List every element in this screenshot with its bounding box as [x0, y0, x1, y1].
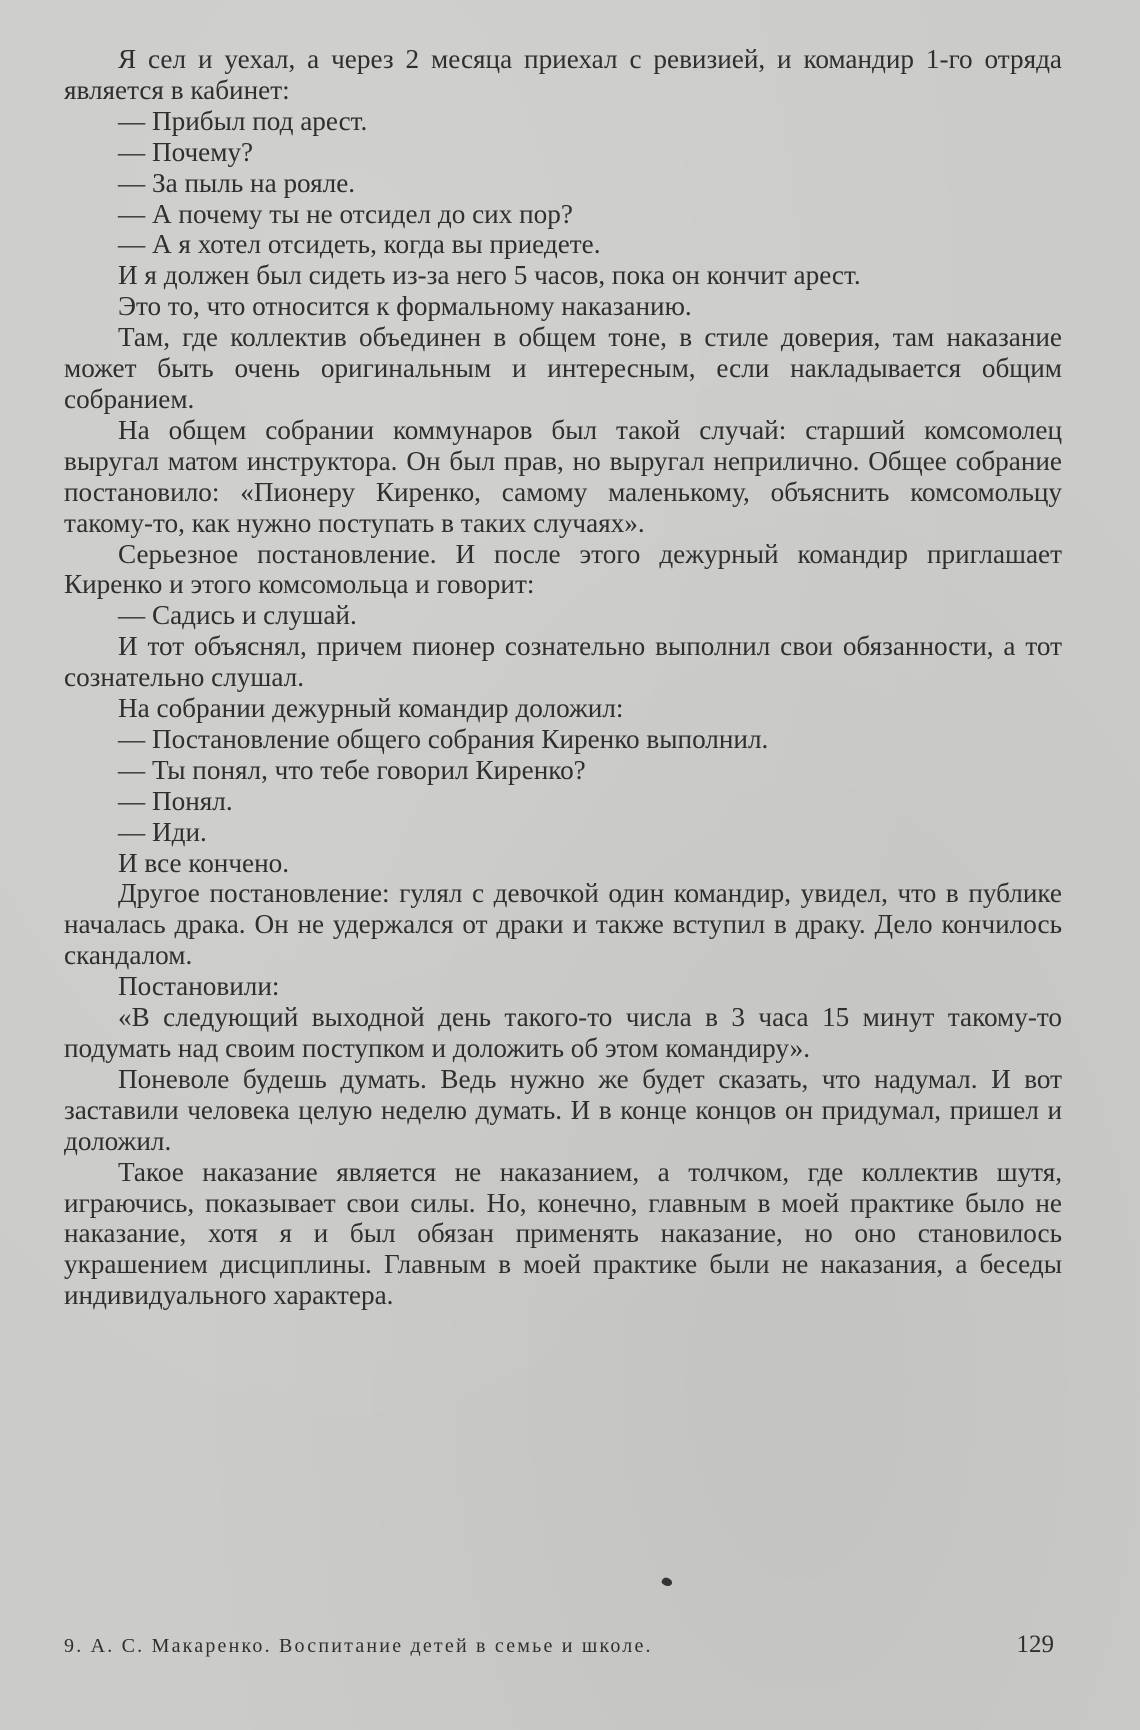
dialogue-line: — А я хотел отсидеть, когда вы приедете. [118, 229, 601, 260]
paragraph: «В следующий выходной день такого-то числа в 3 часа 15 минут такому-то подумать над своим поступком и доложить об этом командиру». [64, 1002, 1062, 1063]
paragraph: Такое наказание является не наказанием, а толчком, где коллектив шутя, играючись, показывает свои силы. Но, конечно, главным в моей практике было не наказание, хотя я и был обязан применять наказание, но оно становилось украшением дисциплины. Главным в моей практике были не наказания, а беседы индивидуального характера. [64, 1156, 1062, 1311]
dialogue-line: — За пыль на рояле. [118, 167, 356, 198]
paragraph: Поневоле будешь думать. Ведь нужно же будет сказать, что надумал. И вот заставили человека целую неделю думать. И в конце концов он придумал, пришел и доложил. [64, 1063, 1062, 1156]
ink-mark-ornament [661, 1576, 674, 1588]
dialogue-line: — Ты понял, что тебе говорил Киренко? [118, 754, 586, 785]
dialogue-line: — А почему ты не отсидел до сих пор? [118, 198, 573, 229]
paragraph: Другое постановление: гулял с девочкой один командир, увидел, что в публике началась драка. Он не удержался от драки и также вступил в драку. Дело кончилось скандалом. [64, 878, 1062, 971]
dialogue-line: — Постановление общего собрания Киренко выполнил. [118, 723, 769, 754]
dialogue-line: — Почему? [118, 136, 254, 167]
page-body-text [64, 44, 1062, 1311]
dialogue-line: — Садись и слушай. [118, 600, 357, 631]
dialogue-line: — Прибыл под арест. [118, 105, 368, 136]
paragraph: Я сел и уехал, а через 2 месяца приехал с ревизией, и командир 1-го отряда является в кабинет: [64, 44, 1062, 105]
paragraph: И я должен был сидеть из-за него 5 часов, пока он кончит арест. [118, 260, 861, 291]
dialogue-line: — Иди. [118, 816, 207, 847]
paragraph: И все кончено. [118, 847, 290, 878]
paragraph: И тот объяснял, причем пионер сознательно выполнил свои обязанности, а тот сознательно слушал. [64, 631, 1062, 693]
signature-line: 9. А. С. Макаренко. Воспитание детей в семье и школе. [64, 1635, 653, 1657]
dialogue-line: — Понял. [118, 785, 233, 816]
paragraph: Там, где коллектив объединен в общем тоне, в стиле доверия, там наказание может быть очень оригинальным и интересным, если накладывается общим собранием. [64, 322, 1062, 414]
page-number: 129 [1016, 1631, 1054, 1658]
paragraph: На собрании дежурный командир доложил: [118, 693, 624, 724]
paragraph: На общем собрании коммунаров был такой случай: старший комсомолец выругал матом инструктора. Он был прав, но выругал неприлично. Общее собрание постановило: «Пионеру Киренко, самому маленькому, объяснить комсомольцу такому-то, как нужно поступать в таких случаях». [64, 414, 1062, 538]
paragraph: Постановили: [118, 971, 280, 1002]
paragraph: Серьезное постановление. И после этого дежурный командир приглашает Киренко и этого комсомольца и говорит: [64, 538, 1062, 600]
paragraph: Это то, что относится к формальному наказанию. [118, 291, 692, 322]
